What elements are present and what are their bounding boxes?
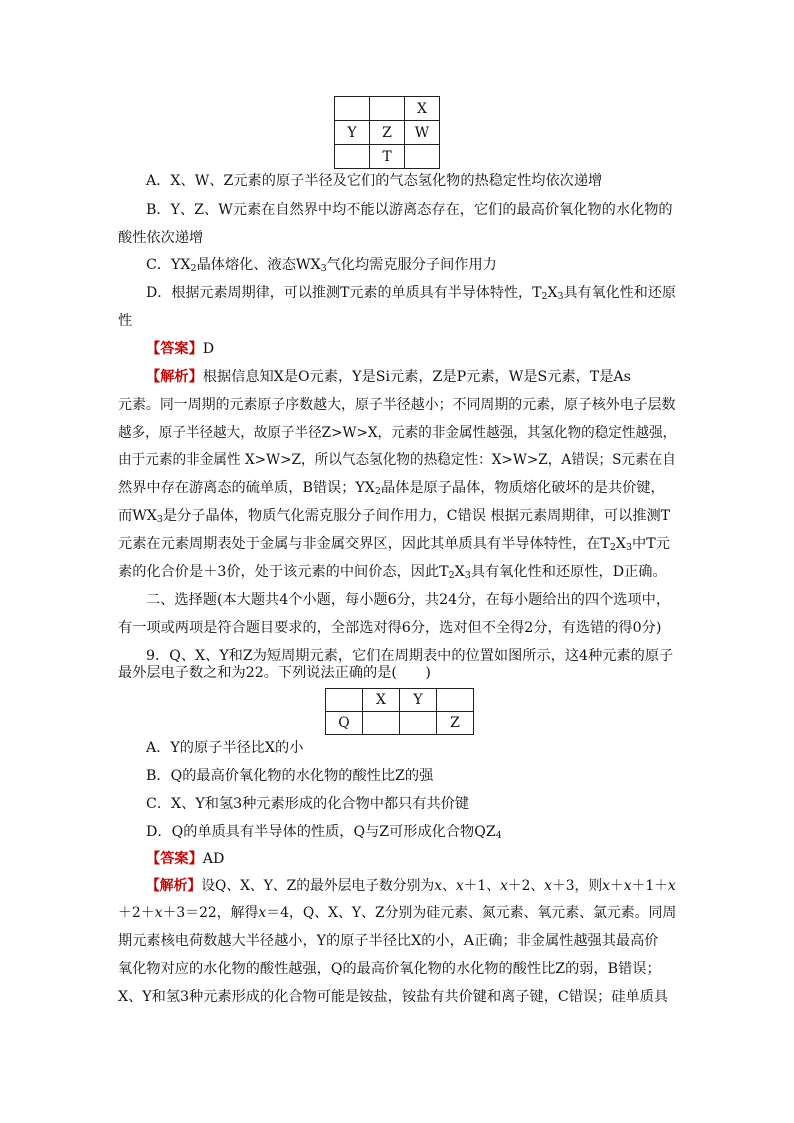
table2-cell: Q xyxy=(326,712,363,735)
section2-heading-line2: 有一项或两项是符合题目要求的，全部选对得6分，选对但不全得2分，有选错的得0分) xyxy=(118,620,662,636)
subscript: 2 xyxy=(448,570,455,581)
text-run: 设Q、X、Y、Z的最外层电子数分别为 xyxy=(201,878,435,894)
q8-option-d-line2: 性 xyxy=(118,313,133,329)
q8-analysis-line2: 元素。同一周期的元素原子序数越大，原子半径越小；不同周期的元素，原子核外电子层数 xyxy=(118,397,676,413)
table1-cell: Y xyxy=(335,121,370,145)
table1-cell: W xyxy=(405,121,440,145)
text-run: 素的化合价是＋3价，处于该元素的中间价态，因此T xyxy=(118,564,449,580)
q9-analysis-line4: 氧化物对应的水化物的酸性越强，Q的最高价氧化物的水化物的酸性比Z的弱，B错误； xyxy=(118,961,661,977)
table2-cell: Z xyxy=(437,712,474,735)
text-run: 是分子晶体，物质气化需克服分子间作用力，C错误 根据元素周期律，可以推测T xyxy=(162,508,671,524)
text-run: 中T元 xyxy=(632,536,670,552)
text-run: 晶体是原子晶体，物质熔化破坏的是共价键， xyxy=(380,480,665,496)
variable-x: x xyxy=(602,878,610,894)
subscript: 3 xyxy=(156,514,163,525)
text-run: 具有氧化性和还原 xyxy=(563,285,676,301)
text-run: 晶体熔化、液态WX xyxy=(196,257,321,273)
analysis-label: 【解析】 xyxy=(146,369,203,385)
q9-analysis-line3: 期元素核电荷数越大半径越小，Y的原子半径比X的小，A正确；非金属性越强其最高价 xyxy=(118,933,659,949)
q9-analysis-line5: X、Y和氢3种元素形成的化合物可能是铵盐，铵盐有共价键和离子键，C错误；硅单质具 xyxy=(118,989,669,1005)
text-run: ＋1、 xyxy=(463,878,500,894)
text-run: X xyxy=(547,285,558,301)
text-run: ＋1＋ xyxy=(631,878,668,894)
table2-cell xyxy=(400,712,437,735)
q8-analysis-line5 xyxy=(118,479,665,501)
q8-answer xyxy=(146,340,214,358)
q9-option-d xyxy=(146,823,502,845)
text-run: ＋3，则 xyxy=(551,878,603,894)
subscript: 2 xyxy=(609,542,616,553)
text-run: 根据信息知X是O元素，Y是Si元素，Z是P元素，W是S元素，T是As xyxy=(202,369,631,385)
text-run: X xyxy=(454,564,465,580)
q9-analysis-line1 xyxy=(146,877,676,895)
variable-x: x xyxy=(667,878,676,894)
table1-cell xyxy=(335,97,370,121)
table2-cell xyxy=(363,712,400,735)
subscript: 2 xyxy=(541,291,548,302)
analysis-label: 【解析】 xyxy=(146,878,202,894)
text-run: 具有氧化性和还原性，D正确。 xyxy=(470,564,667,580)
table2-cell xyxy=(326,689,363,712)
q9-answer xyxy=(146,850,224,868)
variable-x: x xyxy=(544,878,552,894)
table1-cell: T xyxy=(370,145,405,169)
answer-value: AD xyxy=(202,851,225,867)
q8-analysis-line7 xyxy=(118,535,670,557)
subscript: 2 xyxy=(374,486,381,497)
text-run: ＋2、 xyxy=(507,878,545,894)
answer-label: 【答案】 xyxy=(146,851,203,867)
table1-cell: Z xyxy=(370,121,405,145)
q9-analysis-line2 xyxy=(118,904,676,922)
table1-cell xyxy=(405,145,440,169)
variable-x: x xyxy=(258,905,267,921)
q8-option-b-line2: 酸性依次递增 xyxy=(118,230,204,246)
q8-analysis-line1 xyxy=(146,368,631,386)
variable-x: x xyxy=(623,878,632,894)
q9-stem-line2: 最外层电子数之和为22。下列说法正确的是( ) xyxy=(118,665,431,681)
text-run: 而WX xyxy=(118,508,157,524)
answer-label: 【答案】 xyxy=(146,341,203,357)
text-run: 、 xyxy=(442,878,456,894)
q8-option-b-line1: B．Y、Z、W元素在自然界中均不能以游离态存在，它们的最高价氧化物的水化物的 xyxy=(146,202,673,218)
table2-cell: Y xyxy=(400,689,437,712)
subscript: 4 xyxy=(495,830,502,841)
table2-cell xyxy=(437,689,474,712)
text-run: X xyxy=(615,536,626,552)
q8-analysis-line4: 由于元素的非金属性 X>W>Z，所以气态氢化物的热稳定性：X>W>Z，A错误；S元素在自 xyxy=(118,452,676,468)
table1-cell xyxy=(370,97,405,121)
text-run: ＝4，Q、X、Y、Z分别为硅元素、氮元素、氧元素、氯元素。同周 xyxy=(266,905,677,921)
variable-x: x xyxy=(434,878,443,894)
q9-option-a: A．Y的原子半径比X的小 xyxy=(146,740,304,756)
subscript: 3 xyxy=(557,291,564,302)
table1-cell xyxy=(335,145,370,169)
variable-x: x xyxy=(499,878,508,894)
q9-stem-line1: 9．Q、X、Y和Z为短周期元素，它们在周期表中的位置如图所示，这4种元素的原子 xyxy=(146,648,674,664)
subscript: 2 xyxy=(190,263,197,274)
q9-option-c: C．X、Y和氢3种元素形成的化合物中都只有共价键 xyxy=(146,796,470,812)
table1-cell: X xyxy=(405,97,440,121)
text-run: D．Q的单质具有半导体的性质，Q与Z可形成化合物QZ xyxy=(146,824,496,840)
q8-analysis-line3: 越多，原子半径越大，故原子半径Z>W>X，元素的非金属性越强，其氢化物的稳定性越强， xyxy=(118,425,677,441)
text-run: 然界中存在游离态的硫单质，B错误；YX xyxy=(118,480,375,496)
q8-option-c xyxy=(146,256,497,278)
q8-analysis-line6 xyxy=(118,507,670,529)
text-run: ＋2＋ xyxy=(118,905,155,921)
text-run: C．YX xyxy=(146,257,191,273)
periodic-table-fragment-2 xyxy=(325,688,474,735)
q8-analysis-line8 xyxy=(118,563,667,585)
subscript: 3 xyxy=(626,542,633,553)
q9-option-b: B．Q的最高价氧化物的水化物的酸性比Z的强 xyxy=(146,768,434,784)
subscript: 3 xyxy=(464,570,471,581)
periodic-table-fragment-1 xyxy=(334,96,440,169)
table2-cell: X xyxy=(363,689,400,712)
text-run: ＋3＝22，解得 xyxy=(162,905,259,921)
subscript: 3 xyxy=(320,263,327,274)
variable-x: x xyxy=(154,905,163,921)
text-run: ＋ xyxy=(609,878,624,894)
q8-option-d-line1 xyxy=(146,284,676,306)
variable-x: x xyxy=(455,878,464,894)
text-run: 元素在元素周期表处于金属与非金属交界区，因此其单质具有半导体特性，在T xyxy=(118,536,610,552)
section2-heading-line1: 二、选择题(本大题共4个小题，每小题6分，共24分，在每小题给出的四个选项中， xyxy=(146,592,671,608)
text-run: D．根据元素周期律，可以推测T元素的单质具有半导体特性，T xyxy=(146,285,542,301)
q8-option-a: A．X、W、Z元素的原子半径及它们的气态氢化物的热稳定性均依次递增 xyxy=(146,173,603,189)
answer-value: D xyxy=(202,341,215,357)
text-run: 气化均需克服分子间作用力 xyxy=(326,257,497,273)
